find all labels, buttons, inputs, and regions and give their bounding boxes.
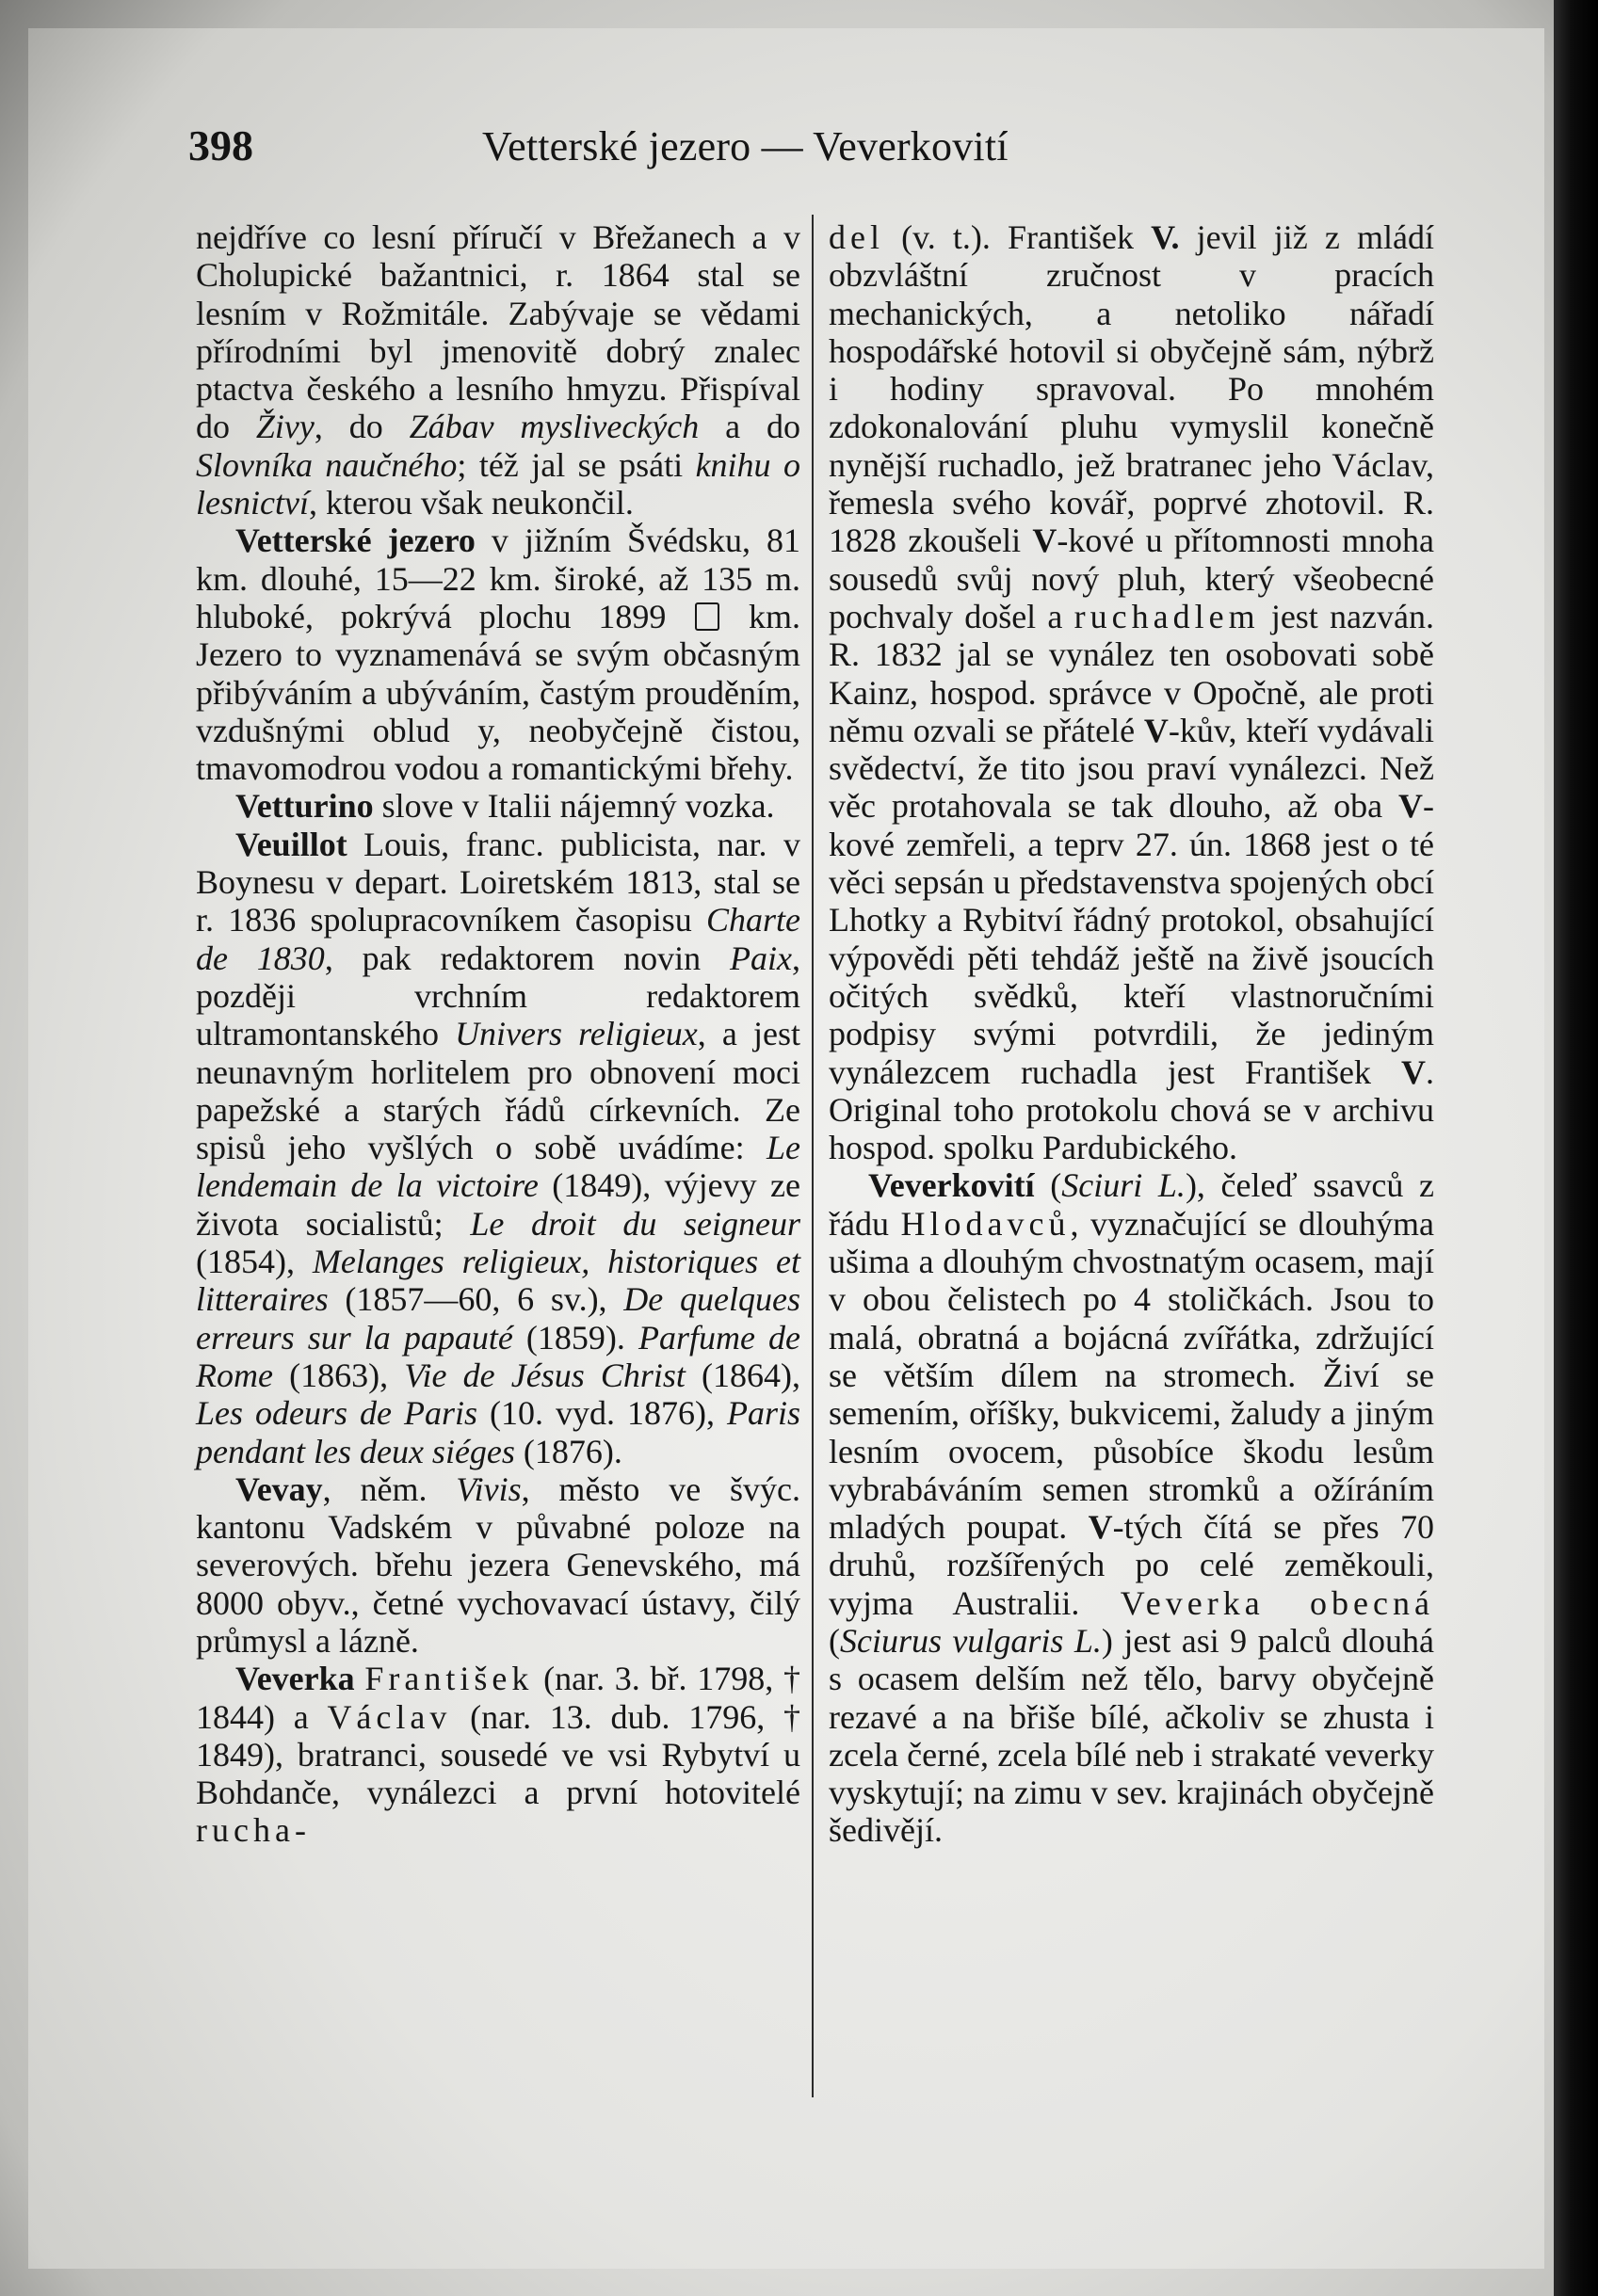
text-run: V	[1088, 1508, 1113, 1547]
text-run: Le droit du seigneur	[470, 1204, 801, 1243]
text-run: Louis, franc. publicista, nar. v Boynesu v depart. Loiretském 1813, stal se r. 1836 spolupracovníkem časopisu	[196, 825, 800, 939]
text-run: ), čeleď ssavců z řádu	[829, 1166, 1434, 1243]
entry-veverka-continuation	[829, 218, 1434, 1166]
text-run: Slovníka naučného	[196, 445, 458, 484]
right-column	[829, 218, 1434, 1850]
text-run: rucha-	[196, 1811, 311, 1850]
text-run: Zábav mysliveckých	[409, 408, 700, 446]
text-run: , město ve švýc. kantonu Vadském v půvabné poloze na severových. břehu jezera Genevského, má 8000 obyv., četné vychovavací ústavy, čilý průmysl a lázně.	[196, 1469, 800, 1660]
square-symbol-icon	[695, 602, 719, 631]
text-run: , něm.	[322, 1469, 457, 1508]
text-run: V	[1143, 711, 1169, 749]
text-run: Parfume de Rome	[196, 1318, 800, 1394]
text-run: -kův, kteří vydávali svědectví, že tito jsou praví vynálezci. Než věc protahovala se tak dlouho, až oba	[829, 711, 1434, 826]
text-run: , pak redaktorem novin	[324, 939, 731, 977]
text-run: , později vrchním redaktorem ultramontanského	[196, 939, 800, 1053]
running-head: Vetterské jezero — Veverkovití	[482, 123, 1009, 169]
page-number: 398	[188, 121, 253, 169]
text-run: Veverka obecná	[1120, 1583, 1434, 1622]
text-run: Melanges religieux, historiques et litteraires	[196, 1243, 800, 1319]
text-run: ; též jal se psáti	[457, 445, 696, 484]
text-run: V	[1398, 787, 1423, 826]
text-run: Paris pendant les deux siéges	[196, 1394, 800, 1470]
text-run: -kové zemřeli, a teprv 27. ún. 1868 jest o té věci sepsán u představenstva spojených obcí Lhotky a Rybitví řádný protokol, obsahující výpovědi pěti tehdáž ještě na živě jsoucích očitých svědků, kteří vlastnoručními podpisy svými potvrdili, že jediným vynálezcem ruchadla jest František	[829, 787, 1434, 1091]
text-run: (1849), výjevy ze života socialistů;	[196, 1166, 800, 1243]
text-run: (1864),	[685, 1356, 800, 1394]
text-run: Hlodavců	[900, 1204, 1071, 1243]
text-run: (1854),	[196, 1243, 313, 1281]
text-run: (1876).	[514, 1432, 622, 1470]
text-run: Sciuri L.	[1061, 1166, 1186, 1205]
text-run: ruchadlem	[1073, 597, 1260, 635]
text-run: , kterou však neukončil.	[308, 484, 634, 522]
headword: Veuillot	[235, 825, 347, 863]
text-run: Vivis	[456, 1469, 522, 1508]
text-run: Sciurus vulgaris L.	[840, 1621, 1102, 1660]
text-run: . Original toho protokolu chová se v archivu hospod. spolku Pardubického.	[829, 1052, 1434, 1167]
entry-veverkoviti	[829, 1166, 1434, 1849]
text-run: (1857—60, 6 sv.),	[328, 1280, 624, 1319]
entry-vevay	[196, 1470, 800, 1660]
headword: Vevay	[235, 1469, 323, 1508]
text-run: Charte de 1830	[196, 901, 800, 977]
text-run: nejdříve co lesní příručí v Břežanech a v Cholupické bažantnici, r. 1864 stal se lesním v Rožmitále. Zabývaje se vědami přírodními byl jmenovitě dobrý znalec ptactva českého a lesního hmyzu. Přispíval do	[196, 218, 800, 446]
text-run: jevil již z mládí obzvláštní zručnost v pracích mechanických, a netoliko nářadí hospodářské hotovil si obyčejně sám, nýbrž i hodiny spravoval. Po mnohém zdokonalování pluhu vymyslil konečně nynější ruchadlo, jež bratranec jeho Václav, řemesla svého kovář, poprvé zhotovil. R. 1828 zkoušeli	[829, 218, 1434, 560]
entry-vetturino	[196, 787, 800, 825]
text-run: Les odeurs de Paris	[196, 1394, 477, 1433]
text-run: (nar. 13. dub. 1796, † 1849), bratranci, sousedé ve vsi Rybytví u Bohdanče, vynálezci a první hotovitelé	[196, 1697, 801, 1812]
text-run: (10. vyd. 1876),	[477, 1394, 727, 1433]
text-run: , do	[314, 408, 410, 446]
headword: Vetturino	[235, 787, 374, 826]
text-run: slove v Italii nájemný vozka.	[373, 787, 775, 826]
entry-continuation	[196, 218, 800, 522]
page-header	[188, 120, 1149, 177]
text-run: Univers religieux	[455, 1015, 698, 1053]
text-run: (	[829, 1621, 840, 1660]
text-run: km. Jezero to vyznamenává se svým občasným přibýváním a ubýváním, častým prouděním, vzdušnými oblud y, neobyčejně čistou, tmavomodrou vodou a romantickými břehy.	[196, 597, 800, 788]
text-run: V.	[1151, 218, 1180, 256]
text-run: ) jest asi 9 palců dlouhá s ocasem delším než tělo, barvy obyčejně rezavé a na břiše bílé, ačkoliv se zhusta i zcela černé, zcela bílé neb i strakaté veverky vyskytují; na zimu v sev. krajinách obyčejně šedivějí.	[829, 1621, 1434, 1850]
text-run: (v. t.). František	[883, 218, 1152, 256]
text-run: , a jest neunavným horlitelem pro obnovení moci papežské a starých řádů církevních. Ze spisů jeho vyšlých o sobě uvádíme:	[196, 1015, 800, 1167]
text-run: (	[1034, 1166, 1062, 1205]
entry-vetterske-jezero	[196, 522, 800, 787]
text-run: knihu o lesnictví	[196, 445, 800, 522]
text-run: Václav	[327, 1697, 452, 1736]
text-run: -tých čítá se přes 70 druhů, rozšířených po celé zeměkouli, vyjma Australii.	[829, 1508, 1434, 1622]
text-run: Živy	[255, 408, 315, 446]
text-run: jest nazván. R. 1832 jal se vynález ten osobovati sobě Kainz, hospod. správce v Opočně, ale proti němu ozvali se přátelé	[829, 597, 1434, 749]
text-run: v jižním Švédsku, 81 km. dlouhé, 15—22 km. široké, až 135 m. hluboké, pokrývá plochu 1899	[196, 522, 801, 635]
headword: Vetterské jezero	[235, 522, 476, 560]
left-column	[196, 218, 800, 1850]
text-run: V	[1401, 1052, 1426, 1091]
text-run: František	[364, 1660, 534, 1698]
entry-veuillot	[196, 826, 800, 1470]
text-run: Vie de Jésus Christ	[404, 1356, 686, 1394]
text-run: del	[829, 218, 884, 256]
headword: Veverka	[235, 1660, 355, 1698]
text-run: Paix	[730, 939, 792, 977]
entry-veverka	[196, 1660, 800, 1849]
page-edge-shadow	[1554, 0, 1598, 2296]
text-run: (1863),	[272, 1356, 405, 1394]
text-run: De quelques erreurs sur la papauté	[196, 1280, 800, 1357]
text-run: V	[1032, 522, 1057, 560]
column-divider	[812, 215, 814, 2097]
text-run: (1859).	[512, 1318, 638, 1357]
text-run: a do	[699, 408, 800, 446]
text-run: Le lendemain de la victoire	[196, 1129, 800, 1205]
headword: Veverkovití	[868, 1166, 1035, 1205]
text-run: -kové u přítomnosti mnoha sousedů svůj nový pluh, který všeobecné pochvaly došel a	[829, 522, 1434, 635]
text-run: , vyznačující se dlouhýma ušima a dlouhým chvostnatým ocasem, mají v obou čelistech po 4 stoličkách. Jsou to malá, obratná a bojácná zvířátka, zdržující se větším dílem na stromech. Živí se semením, oříšky, bukvicemi, žaludy a jiným lesním ovocem, působíce škodu lesům vybrabáváním semen stromků a ožíráním mladých poupat.	[829, 1204, 1435, 1547]
text-run: (nar. 3. bř. 1798, † 1844) a	[196, 1660, 800, 1736]
